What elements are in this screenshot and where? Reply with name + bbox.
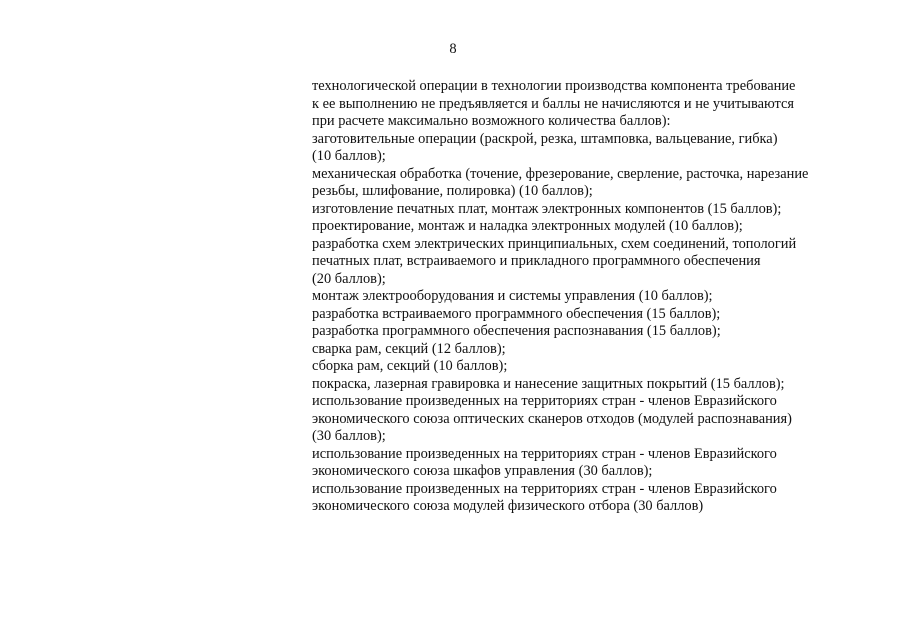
text-line: экономического союза модулей физического отбора (30 баллов)	[312, 498, 704, 514]
text-line: использование произведенных на территориях стран - членов Евразийского	[312, 393, 777, 409]
text-line: при расчете максимально возможного количества баллов):	[312, 113, 671, 129]
document-body	[312, 78, 872, 516]
text-line: разработка программного обеспечения распознавания (15 баллов);	[312, 323, 721, 339]
text-line: проектирование, монтаж и наладка электронных модулей (10 баллов);	[312, 218, 743, 234]
text-line: сварка рам, секций (12 баллов);	[312, 340, 506, 357]
text-line: использование произведенных на территориях стран - членов Евразийского	[312, 480, 777, 497]
text-line: технологической операции в технологии производства компонента требование	[312, 78, 796, 94]
text-line: к ее выполнению не предъявляется и баллы не начисляются и не учитываются	[312, 95, 794, 112]
text-line: изготовление печатных плат, монтаж электронных компонентов (15 баллов);	[312, 200, 782, 217]
text-line: (10 баллов);	[312, 148, 386, 164]
page-number: 8	[449, 41, 457, 57]
text-line: использование произведенных на территориях стран - членов Евразийского	[312, 445, 777, 462]
text-line: механическая обработка (точение, фрезерование, сверление, расточка, нарезание	[312, 165, 809, 182]
text-line: (20 баллов);	[312, 270, 386, 287]
text-line: экономического союза шкафов управления (30 баллов);	[312, 463, 653, 479]
text-line: сборка рам, секций (10 баллов);	[312, 358, 508, 374]
text-line: печатных плат, встраиваемого и прикладного программного обеспечения	[312, 253, 761, 269]
text-line: заготовительные операции (раскрой, резка, штамповка, вальцевание, гибка)	[312, 130, 778, 147]
text-line: разработка схем электрических принципиальных, схем соединений, топологий	[312, 235, 797, 252]
text-line: экономического союза оптических сканеров отходов (модулей распознавания)	[312, 410, 792, 427]
text-line: разработка встраиваемого программного обеспечения (15 баллов);	[312, 305, 721, 322]
text-line: резьбы, шлифование, полировка) (10 баллов);	[312, 183, 593, 199]
text-line: покраска, лазерная гравировка и нанесение защитных покрытий (15 баллов);	[312, 375, 785, 392]
text-line: монтаж электрооборудования и системы управления (10 баллов);	[312, 288, 713, 304]
text-line: (30 баллов);	[312, 428, 386, 444]
